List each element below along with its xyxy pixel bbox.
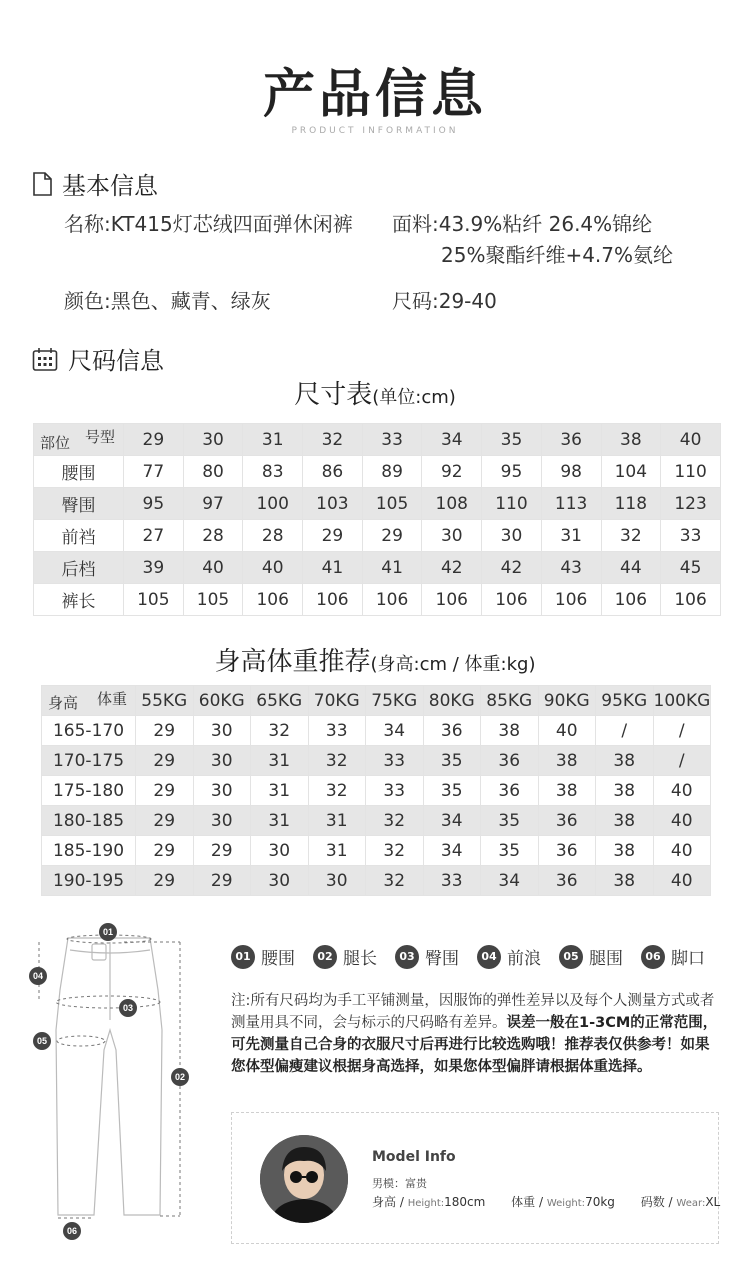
table-cell: 80 (183, 456, 243, 488)
height-en: Height: (407, 1198, 445, 1209)
legend-label: 臀围 (425, 949, 459, 969)
legend-label: 前浪 (507, 949, 541, 969)
table-cell: 106 (541, 584, 601, 616)
table-cell: 29 (136, 716, 194, 746)
table-cell: 43 (541, 552, 601, 584)
table-cell: 108 (422, 488, 482, 520)
size-info-heading-text: 尺码信息 (68, 347, 164, 375)
table-cell: 40 (243, 552, 303, 584)
table-cell: 29 (136, 746, 194, 776)
table-cell: 38 (481, 716, 539, 746)
table-cell: 106 (601, 584, 661, 616)
table-cell: 86 (303, 456, 363, 488)
table-cell: 27 (124, 520, 184, 552)
legend-num: 03 (395, 945, 419, 969)
table-row (34, 520, 721, 552)
table-cell: 106 (661, 584, 721, 616)
table-cell: 95 (124, 488, 184, 520)
corner-top-label: 号型 (84, 428, 115, 446)
table-cell: 38 (538, 776, 596, 806)
table-cell: 29 (136, 776, 194, 806)
table-header-cell: 55KG (136, 686, 194, 716)
size-table (33, 423, 721, 616)
table-row-label: 170-175 (42, 746, 136, 776)
table-cell: 106 (362, 584, 422, 616)
corner-bottom-label: 身高 (48, 694, 79, 712)
table-cell: 29 (362, 520, 422, 552)
table-cell: 34 (423, 806, 481, 836)
product-fabric-cont: 25%聚酯纤维+4.7%氨纶 (441, 243, 674, 267)
table-cell: 45 (661, 552, 721, 584)
table-cell: 104 (601, 456, 661, 488)
table-cell: 92 (422, 456, 482, 488)
table-row-label: 165-170 (42, 716, 136, 746)
table-cell: 31 (308, 806, 366, 836)
table-cell: 42 (422, 552, 482, 584)
product-name: 名称:KT415灯芯绒四面弹休闲裤 (64, 212, 353, 236)
pants-diagram (20, 920, 200, 1245)
table-header-cell: 85KG (481, 686, 539, 716)
table-cell: 29 (303, 520, 363, 552)
table-cell: 42 (482, 552, 542, 584)
table-cell: 38 (596, 806, 654, 836)
table-cell: 31 (308, 836, 366, 866)
table-row (42, 746, 711, 776)
table-cell: 100 (243, 488, 303, 520)
legend-num: 04 (477, 945, 501, 969)
size-table-title-text: 尺寸表 (294, 380, 373, 410)
basic-info-heading (32, 166, 158, 201)
table-cell: 30 (193, 806, 251, 836)
weight-en: Weight: (546, 1198, 586, 1209)
table-row-label: 后档 (34, 552, 124, 584)
measurement-note (231, 990, 721, 1078)
table-header-cell: 32 (303, 424, 363, 456)
table-cell: 40 (538, 716, 596, 746)
table-corner-cell (34, 424, 124, 456)
table-cell: 95 (482, 456, 542, 488)
page-title: 产品信息 (262, 65, 487, 125)
table-cell: 77 (124, 456, 184, 488)
table-cell: 41 (303, 552, 363, 584)
table-header-cell: 31 (243, 424, 303, 456)
recommend-table-title (0, 641, 750, 678)
table-cell: 38 (596, 746, 654, 776)
size-table-unit: (单位:cm) (372, 387, 456, 408)
table-header-cell: 36 (541, 424, 601, 456)
table-cell: 106 (482, 584, 542, 616)
table-cell: 36 (538, 866, 596, 896)
table-cell: 30 (193, 716, 251, 746)
table-cell: 31 (251, 776, 309, 806)
height-value: 180cm (444, 1195, 486, 1209)
wear-value: XL (705, 1195, 721, 1209)
table-cell: 34 (423, 836, 481, 866)
table-cell: 36 (538, 806, 596, 836)
table-cell: 36 (481, 746, 539, 776)
table-row-label: 190-195 (42, 866, 136, 896)
table-cell: 34 (481, 866, 539, 896)
table-cell: 40 (183, 552, 243, 584)
table-row (42, 716, 711, 746)
table-cell: 32 (366, 836, 424, 866)
table-header-row (34, 424, 721, 456)
table-cell: 32 (308, 776, 366, 806)
table-corner-cell (42, 686, 136, 716)
corner-top-label: 体重 (96, 690, 127, 708)
table-cell: 38 (596, 866, 654, 896)
note-emphasis: 误差一般在1-3CM的正常范围，可先测量自己合身的衣服尺寸后再进行比较选购哦！推荐表仅供参考！如果您体型偏瘦建议根据身高选择，如果您体型偏胖请根据体重选择。 (231, 1015, 718, 1075)
table-row-label: 前裆 (34, 520, 124, 552)
table-cell: 29 (136, 806, 194, 836)
model-stats (372, 1193, 720, 1210)
model-name: 男模：富贵 (372, 1177, 427, 1190)
table-cell: 105 (183, 584, 243, 616)
legend-label: 脚口 (671, 949, 705, 969)
table-cell: 33 (366, 776, 424, 806)
table-cell: 30 (308, 866, 366, 896)
table-header-cell: 30 (183, 424, 243, 456)
table-cell: 32 (251, 716, 309, 746)
table-cell: 32 (366, 806, 424, 836)
table-cell: 118 (601, 488, 661, 520)
legend-item (313, 944, 377, 969)
table-cell: 36 (481, 776, 539, 806)
table-cell: 36 (538, 836, 596, 866)
marker-04-label: 04 (32, 971, 44, 981)
legend-label: 腰围 (261, 949, 295, 969)
table-cell: 38 (596, 776, 654, 806)
table-cell: 32 (601, 520, 661, 552)
legend-num: 02 (313, 945, 337, 969)
table-cell: 28 (243, 520, 303, 552)
table-cell: 30 (251, 866, 309, 896)
table-cell: 30 (422, 520, 482, 552)
table-row (42, 806, 711, 836)
table-row (42, 836, 711, 866)
table-row-label: 臀围 (34, 488, 124, 520)
size-table-title (0, 374, 750, 411)
model-info-title: Model Info (372, 1149, 456, 1165)
table-header-cell: 29 (124, 424, 184, 456)
table-row (34, 488, 721, 520)
table-cell: 35 (423, 776, 481, 806)
measurement-legend (231, 944, 705, 969)
table-cell: 33 (366, 746, 424, 776)
model-wear (641, 1195, 720, 1209)
table-row-label: 180-185 (42, 806, 136, 836)
table-row (42, 776, 711, 806)
calendar-icon (32, 347, 58, 371)
table-cell: 30 (193, 746, 251, 776)
recommend-table-title-text: 身高体重推荐 (214, 647, 371, 677)
table-header-cell: 60KG (193, 686, 251, 716)
table-cell: 110 (482, 488, 542, 520)
table-row (34, 584, 721, 616)
table-cell: / (653, 716, 711, 746)
table-cell: 40 (653, 806, 711, 836)
legend-num: 01 (231, 945, 255, 969)
wear-label: 码数 / (640, 1195, 673, 1209)
model-height (372, 1195, 485, 1209)
table-cell: 28 (183, 520, 243, 552)
table-header-cell: 35 (482, 424, 542, 456)
weight-label: 体重 / (511, 1195, 544, 1209)
table-cell: 33 (661, 520, 721, 552)
marker-06-label: 06 (66, 1226, 78, 1236)
table-row (34, 456, 721, 488)
legend-item (641, 944, 705, 969)
table-row-label: 腰围 (34, 456, 124, 488)
table-cell: 123 (661, 488, 721, 520)
product-fabric: 面料:43.9%粘纤 26.4%锦纶 (392, 212, 653, 236)
table-row-label: 185-190 (42, 836, 136, 866)
document-icon (32, 172, 52, 196)
legend-label: 腿围 (589, 949, 623, 969)
legend-num: 06 (641, 945, 665, 969)
table-header-cell: 75KG (366, 686, 424, 716)
table-cell: 105 (124, 584, 184, 616)
product-color: 颜色:黑色、藏青、绿灰 (64, 289, 271, 313)
table-cell: 31 (251, 806, 309, 836)
recommend-table-unit: (身高:cm / 体重:kg) (370, 654, 536, 675)
table-header-cell: 80KG (423, 686, 481, 716)
table-cell: 34 (366, 716, 424, 746)
diagram-markers (29, 923, 189, 1240)
table-cell: 106 (422, 584, 482, 616)
marker-03-label: 03 (122, 1003, 134, 1013)
table-cell: 35 (423, 746, 481, 776)
table-cell: 40 (653, 866, 711, 896)
model-avatar (260, 1135, 348, 1223)
product-size: 尺码:29-40 (392, 289, 497, 313)
table-header-cell: 90KG (538, 686, 596, 716)
table-cell: 35 (481, 806, 539, 836)
table-cell: 29 (193, 836, 251, 866)
table-cell: 98 (541, 456, 601, 488)
table-cell: 31 (251, 746, 309, 776)
table-cell: 44 (601, 552, 661, 584)
note-text: 注:所有尺码均为手工平铺测量，因服饰的弹性差异以及每个人测量方式或者测量用具不同，会与标示的尺码略有差异。 (231, 993, 715, 1031)
marker-05-label: 05 (36, 1036, 48, 1046)
table-cell: / (596, 716, 654, 746)
table-cell: 106 (303, 584, 363, 616)
table-cell: 106 (243, 584, 303, 616)
table-cell: 110 (661, 456, 721, 488)
basic-info-heading-text: 基本信息 (62, 172, 158, 200)
table-header-cell: 70KG (308, 686, 366, 716)
table-cell: 103 (303, 488, 363, 520)
table-cell: 89 (362, 456, 422, 488)
table-row (42, 866, 711, 896)
legend-item (559, 944, 623, 969)
wear-en: Wear: (676, 1198, 706, 1209)
table-cell: 29 (136, 866, 194, 896)
table-cell: 32 (308, 746, 366, 776)
table-cell: 40 (653, 776, 711, 806)
corner-bottom-label: 部位 (40, 434, 71, 452)
table-header-cell: 38 (601, 424, 661, 456)
table-cell: / (653, 746, 711, 776)
table-cell: 83 (243, 456, 303, 488)
table-cell: 41 (362, 552, 422, 584)
table-header-cell: 65KG (251, 686, 309, 716)
marker-01-label: 01 (102, 927, 114, 937)
table-header-cell: 100KG (653, 686, 711, 716)
table-header-cell: 33 (362, 424, 422, 456)
table-row (34, 552, 721, 584)
table-cell: 38 (538, 746, 596, 776)
table-cell: 113 (541, 488, 601, 520)
weight-value: 70kg (585, 1195, 615, 1209)
table-cell: 105 (362, 488, 422, 520)
table-cell: 35 (481, 836, 539, 866)
height-label: 身高 / (372, 1195, 404, 1209)
recommend-table (41, 685, 711, 896)
table-header-cell: 34 (422, 424, 482, 456)
model-weight (511, 1195, 615, 1209)
table-header-cell: 40 (661, 424, 721, 456)
legend-item (395, 944, 459, 969)
model-info-card (231, 1112, 719, 1244)
legend-num: 05 (559, 945, 583, 969)
size-info-heading (32, 341, 164, 376)
legend-item (477, 944, 541, 969)
table-header-row (42, 686, 711, 716)
table-cell: 33 (423, 866, 481, 896)
marker-02-label: 02 (174, 1072, 186, 1082)
table-cell: 38 (596, 836, 654, 866)
table-cell: 32 (366, 866, 424, 896)
table-cell: 30 (193, 776, 251, 806)
table-row-label: 175-180 (42, 776, 136, 806)
table-row-label: 裤长 (34, 584, 124, 616)
table-cell: 29 (136, 836, 194, 866)
table-cell: 31 (541, 520, 601, 552)
table-cell: 39 (124, 552, 184, 584)
table-header-cell: 95KG (596, 686, 654, 716)
table-cell: 30 (251, 836, 309, 866)
legend-label: 腿长 (343, 949, 377, 969)
table-cell: 36 (423, 716, 481, 746)
table-cell: 33 (308, 716, 366, 746)
table-cell: 97 (183, 488, 243, 520)
legend-item (231, 944, 295, 969)
page-subtitle: PRODUCT INFORMATION (291, 126, 459, 136)
table-cell: 29 (193, 866, 251, 896)
table-cell: 40 (653, 836, 711, 866)
table-cell: 30 (482, 520, 542, 552)
